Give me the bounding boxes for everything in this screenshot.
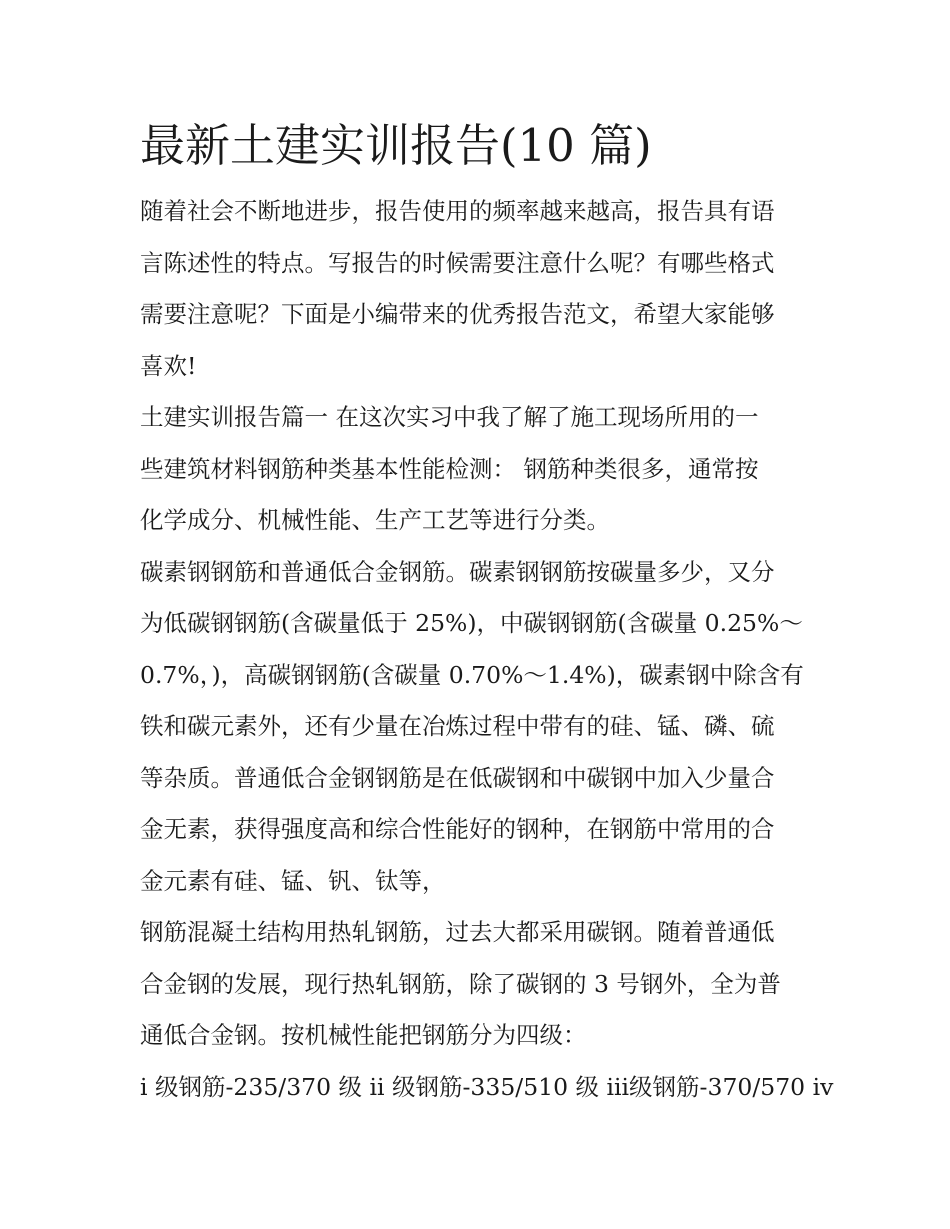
text-line: 随着社会不断地进步，报告使用的频率越来越高，报告具有语	[140, 197, 775, 225]
document-content	[140, 112, 834, 1113]
text-line: 碳素钢钢筋和普通低合金钢筋。碳素钢钢筋按碳量多少，又分	[140, 557, 775, 586]
hot-rolled-paragraph	[140, 907, 812, 1062]
text-line: 铁和碳元素外，还有少量在冶炼过程中带有的硅、锰、磷、硫	[140, 712, 775, 740]
text-line: 等杂质。普通低合金钢钢筋是在低碳钢和中碳钢中加入少量合	[140, 763, 775, 792]
text-line: 0.7%，)，高碳钢钢筋(含碳量 0.70%～1.4%)，碳素钢中除含有	[140, 660, 804, 689]
section-one-paragraph	[140, 392, 812, 547]
text-line: 合金钢的发展，现行热轧钢筋，除了碳钢的 3 号钢外，全为普	[140, 969, 781, 998]
text-line: 土建实训报告篇一 在这次实习中我了解了施工现场所用的一	[140, 403, 759, 431]
page-title: 最新土建实训报告(10 篇)	[140, 119, 652, 172]
text-line: 喜欢!	[140, 351, 197, 380]
text-line: 金无素，获得强度高和综合性能好的钢种，在钢筋中常用的合	[140, 815, 775, 843]
text-line: 言陈述性的特点。写报告的时候需要注意什么呢？有哪些格式	[140, 248, 775, 277]
text-line: i 级钢筋-235/370 级 ii 级钢筋-335/510 级 iii级钢筋-370/570 iv	[140, 1072, 834, 1101]
text-line: 化学成分、机械性能、生产工艺等进行分类。	[140, 506, 610, 534]
text-line: 些建筑材料钢筋种类基本性能检测： 钢筋种类很多，通常按	[140, 454, 759, 483]
carbon-steel-paragraph	[140, 547, 812, 908]
intro-paragraph	[140, 186, 812, 392]
text-line: 钢筋混凝土结构用热轧钢筋，过去大都采用碳钢。随着普通低	[140, 918, 775, 946]
text-line: 金元素有硅、锰、钒、钛等，	[140, 866, 446, 895]
text-line: 需要注意呢？下面是小编带来的优秀报告范文，希望大家能够	[140, 300, 775, 328]
grade-list-paragraph	[140, 1062, 834, 1114]
text-line: 为低碳钢钢筋(含碳量低于 25%)，中碳钢钢筋(含碳量 0.25%～	[140, 609, 803, 637]
text-line: 通低合金钢。按机械性能把钢筋分为四级：	[140, 1021, 587, 1049]
